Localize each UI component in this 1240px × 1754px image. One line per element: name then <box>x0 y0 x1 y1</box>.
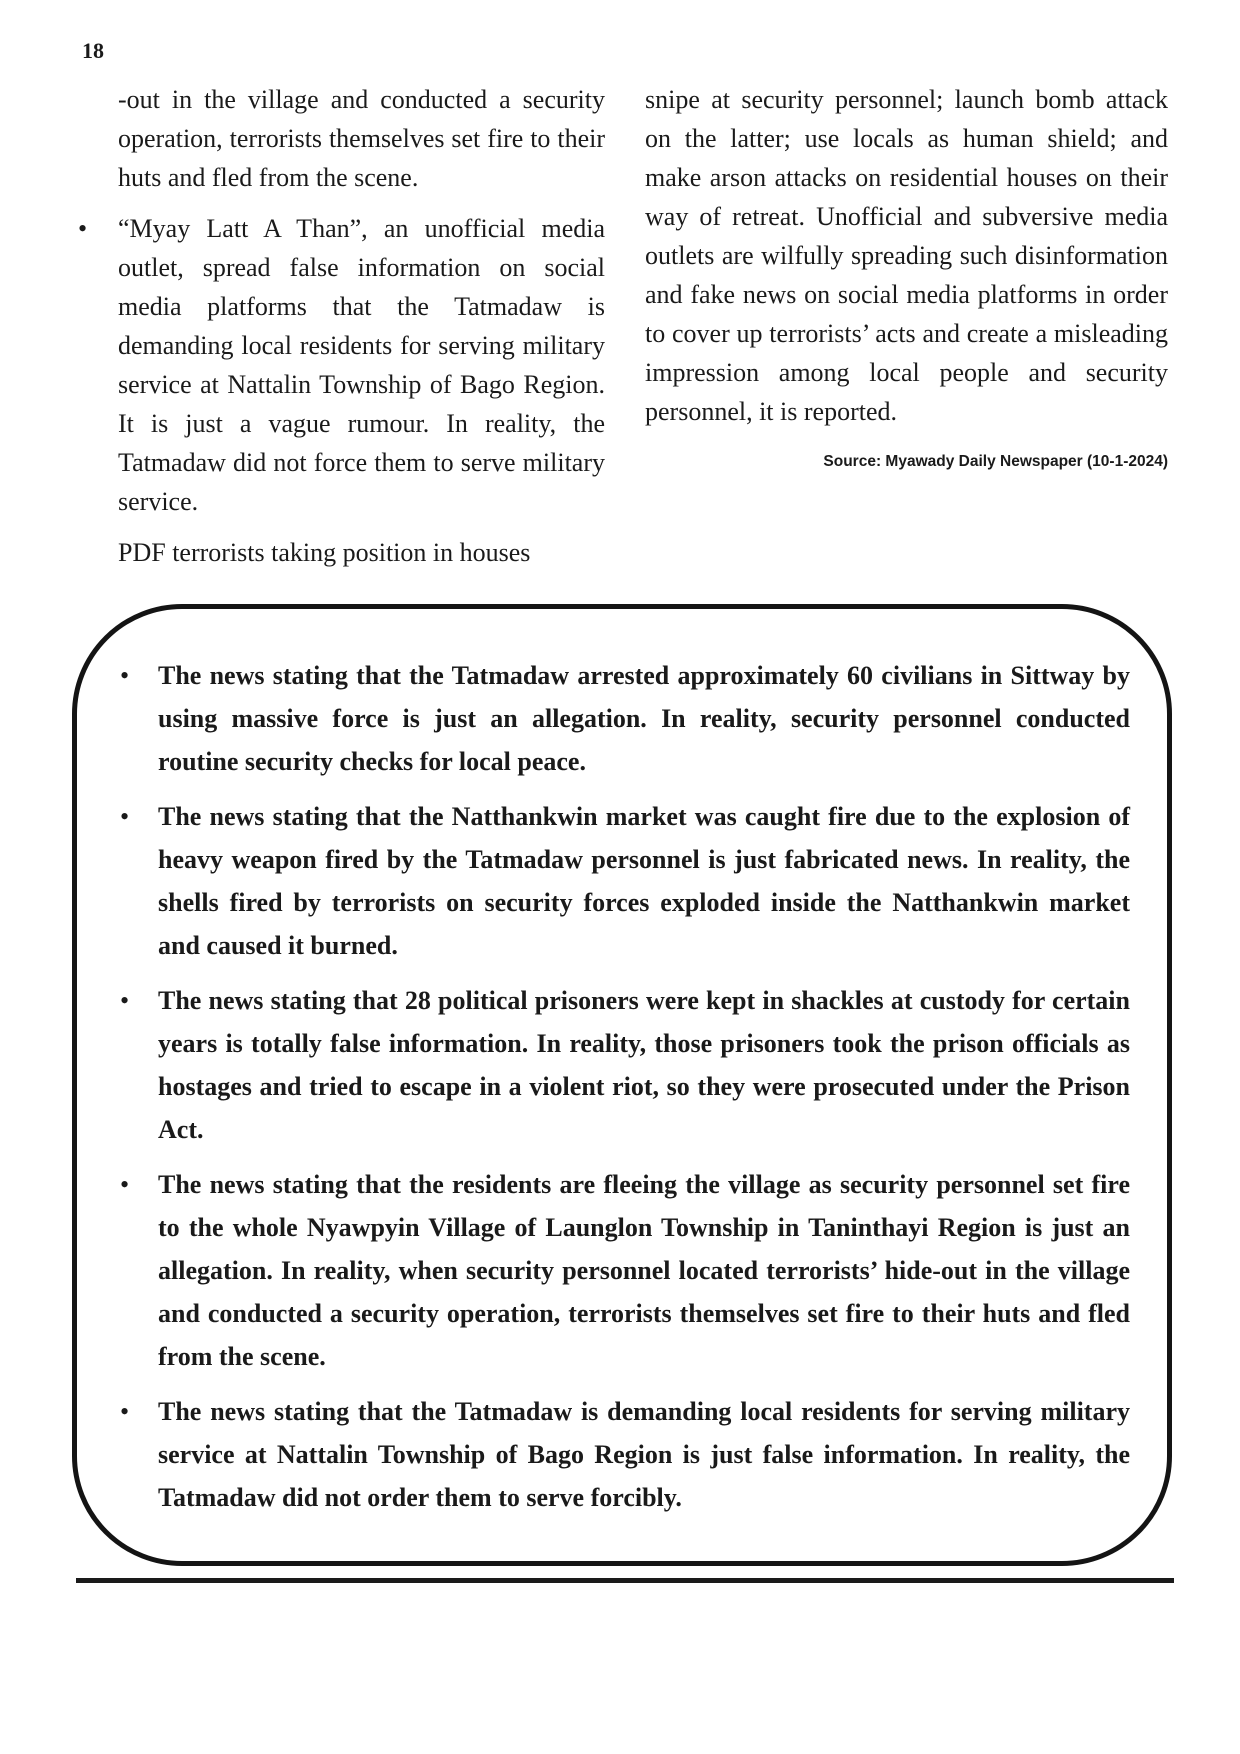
page-number: 18 <box>82 38 104 63</box>
bullet-icon: • <box>120 802 130 831</box>
summary-box-list <box>120 654 1130 1531</box>
bullet-icon: • <box>120 661 130 690</box>
summary-item-text: The news stating that the Tatmadaw arrested approximately 60 civilians in Sittway by using massive force is just an allegation. In reality, security personnel conducted routine security checks for local peace. <box>158 661 1130 776</box>
bullet-text: “Myay Latt A Than”, an unofficial media outlet, spread false information on social media platforms that the Tatmadaw is demanding local residents for serving military service at Nattalin Township of Bago Region. It is just a vague rumour. In reality, the Tatmadaw did not force them to serve military service. <box>118 214 605 516</box>
bullet-icon: • <box>120 1170 130 1199</box>
continued-paragraph: -out in the village and conducted a security operation, terrorists themselves set fire to their huts and fled from the scene. <box>118 85 605 192</box>
bullet-icon: • <box>120 986 130 1015</box>
summary-item-text: The news stating that the Natthankwin market was caught fire due to the explosion of heavy weapon fired by the Tatmadaw personnel is just fabricated news. In reality, the shells fired by terrorists on security forces exploded inside the Natthankwin market and caused it burned. <box>158 802 1130 960</box>
summary-item-text: The news stating that the Tatmadaw is demanding local residents for serving military service at Nattalin Township of Bago Region is just false information. In reality, the Tatmadaw did not order them to serve forcibly. <box>158 1397 1130 1512</box>
right-column <box>645 80 1168 473</box>
left-column <box>78 80 605 572</box>
summary-item <box>120 795 1130 967</box>
summary-item <box>120 1163 1130 1378</box>
paragraph-start: PDF terrorists taking position in houses <box>118 538 531 567</box>
bullet-item <box>78 209 605 521</box>
summary-item <box>120 979 1130 1151</box>
summary-item <box>120 1390 1130 1519</box>
bullet-icon: • <box>120 1397 130 1426</box>
summary-item-text: The news stating that 28 political prisoners were kept in shackles at custody for certain years is totally false information. In reality, those prisoners took the prison officials as hostages and tried to escape in a violent riot, so they were prosecuted under the Prison Act. <box>158 986 1130 1144</box>
summary-item <box>120 654 1130 783</box>
source-line: Source: Myawady Daily Newspaper (10-1-2024) <box>823 453 1168 470</box>
bottom-rule <box>76 1578 1174 1583</box>
right-paragraph: snipe at security personnel; launch bomb attack on the latter; use locals as human shield; and make arson attacks on residential houses on their way of retreat. Unofficial and subversive media outlets are wilfully spreading such disinformation and fake news on social media platforms in order to cover up terrorists’ acts and create a misleading impression among local people and security personnel, it is reported. <box>645 85 1168 426</box>
bullet-icon: • <box>78 214 88 243</box>
summary-item-text: The news stating that the residents are fleeing the village as security personnel set fire to the whole Nyawpyin Village of Launglon Township in Taninthayi Region is just an allegation. In reality, when security personnel located terrorists’ hide-out in the village and conducted a security operation, terrorists themselves set fire to their huts and fled from the scene. <box>158 1170 1130 1371</box>
